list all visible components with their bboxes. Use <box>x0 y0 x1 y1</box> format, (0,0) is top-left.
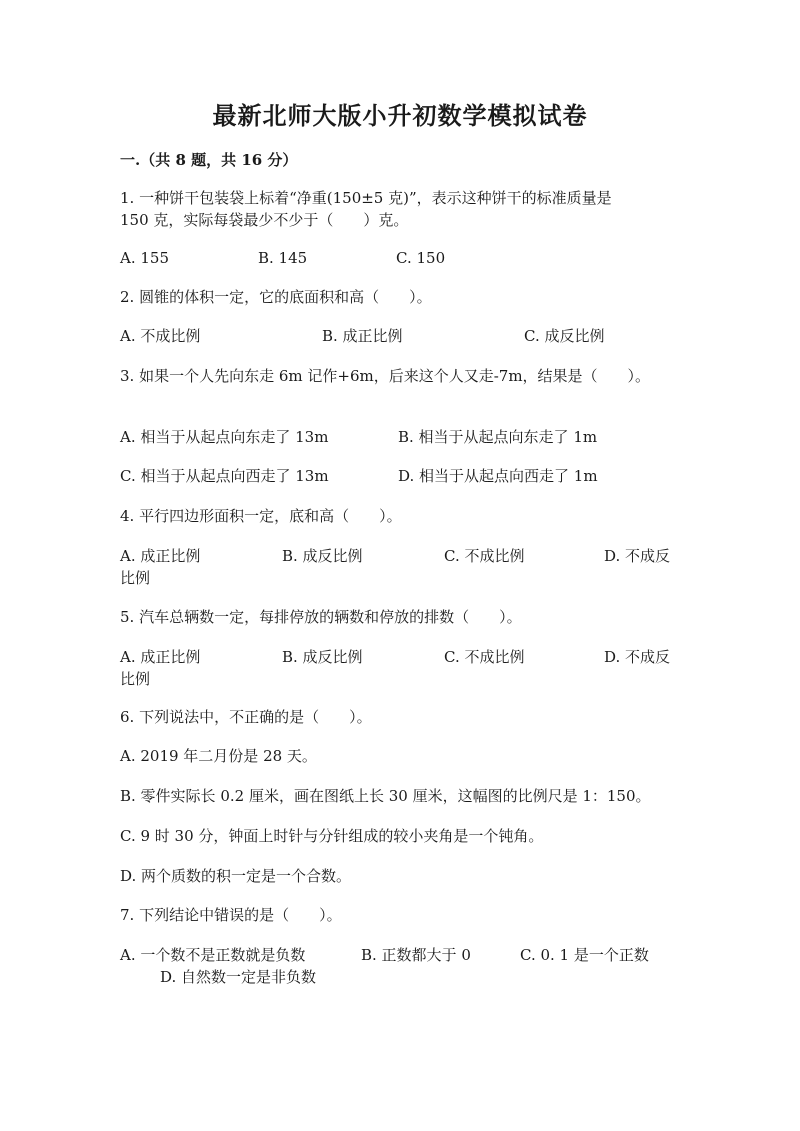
question-6-option-d: D. 两个质数的积一定是一个合数。 <box>120 867 352 885</box>
question-1-stem-line-2: 150 克，实际每袋最少不少于（ ）克。 <box>120 211 409 229</box>
question-4-option-d: D. 不成反 <box>604 547 671 565</box>
question-7-option-d: D. 自然数一定是非负数 <box>160 968 317 986</box>
question-6-option-c: C. 9 时 30 分，钟面上时针与分针组成的较小夹角是一个钝角。 <box>120 827 544 845</box>
question-7-option-a: A. 一个数不是正数就是负数 <box>120 946 306 964</box>
question-5-option-d-wrap: 比例 <box>120 670 151 688</box>
question-6-stem: 6. 下列说法中，不正确的是（ ）。 <box>120 708 372 726</box>
page-title: 最新北师大版小升初数学模拟试卷 <box>212 101 588 130</box>
question-5-option-a: A. 成正比例 <box>120 648 201 666</box>
question-3-option-a: A. 相当于从起点向东走了 13m <box>120 428 329 446</box>
question-7-stem: 7. 下列结论中错误的是（ ）。 <box>120 906 342 924</box>
question-5-option-c: C. 不成比例 <box>444 648 525 666</box>
question-1-option-a: A. 155 <box>120 249 169 267</box>
question-3-stem: 3. 如果一个人先向东走 6m 记作+6m，后来这个人又走-7m，结果是（ ）。 <box>120 367 651 385</box>
question-6-option-a: A. 2019 年二月份是 28 天。 <box>120 747 317 765</box>
question-5-stem: 5. 汽车总辆数一定，每排停放的辆数和停放的排数（ ）。 <box>120 608 522 626</box>
question-4-option-d-wrap: 比例 <box>120 569 151 587</box>
question-1-option-b: B. 145 <box>258 249 308 267</box>
question-6-option-b: B. 零件实际长 0.2 厘米，画在图纸上长 30 厘米，这幅图的比例尺是 1：150。 <box>120 787 651 805</box>
question-2-stem: 2. 圆锥的体积一定，它的底面积和高（ ）。 <box>120 288 432 306</box>
question-7-option-b: B. 正数都大于 0 <box>361 946 471 964</box>
question-3-option-b: B. 相当于从起点向东走了 1m <box>398 428 598 446</box>
section-header: 一.（共 8 题，共 16 分） <box>120 151 298 169</box>
question-4-option-a: A. 成正比例 <box>120 547 201 565</box>
question-3-option-d: D. 相当于从起点向西走了 1m <box>398 467 598 485</box>
question-4-option-b: B. 成反比例 <box>282 547 363 565</box>
question-4-stem: 4. 平行四边形面积一定，底和高（ ）。 <box>120 507 402 525</box>
question-1-stem-line-1: 1. 一种饼干包装袋上标着“净重(150±5 克)”，表示这种饼干的标准质量是 <box>120 189 612 207</box>
question-4-option-c: C. 不成比例 <box>444 547 525 565</box>
question-7-option-c: C. 0. 1 是一个正数 <box>520 946 649 964</box>
question-5-option-b: B. 成反比例 <box>282 648 363 666</box>
question-2-option-a: A. 不成比例 <box>120 327 201 345</box>
question-5-option-d: D. 不成反 <box>604 648 671 666</box>
question-1-option-c: C. 150 <box>396 249 446 267</box>
question-3-option-c: C. 相当于从起点向西走了 13m <box>120 467 329 485</box>
question-2-option-c: C. 成反比例 <box>524 327 605 345</box>
question-2-option-b: B. 成正比例 <box>322 327 403 345</box>
